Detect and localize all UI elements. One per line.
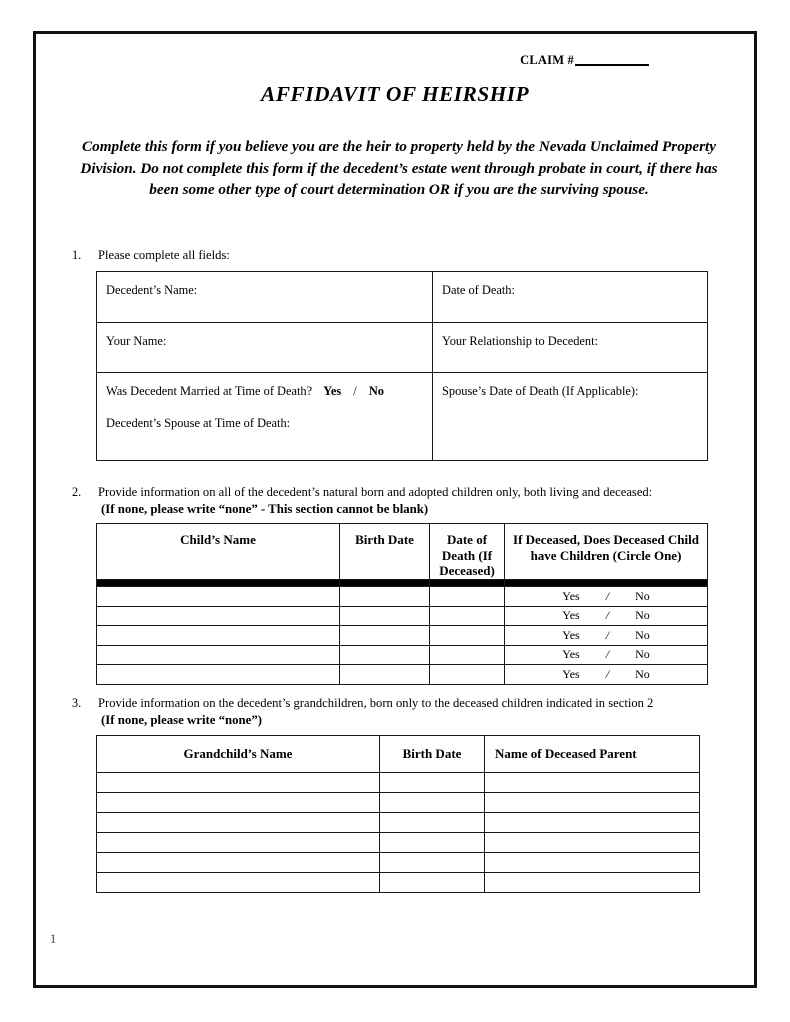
claim-number-blank[interactable] — [575, 64, 649, 66]
birth-date-input-cell[interactable] — [340, 665, 430, 685]
birth-date-input-cell[interactable] — [380, 793, 485, 813]
circle-no-option[interactable]: No — [635, 647, 650, 662]
table-header-row — [97, 736, 700, 773]
circle-yes-option[interactable]: Yes — [562, 627, 580, 642]
your-relationship-cell[interactable] — [433, 322, 708, 372]
circle-yes-option[interactable]: Yes — [562, 588, 580, 603]
table-row — [97, 587, 708, 607]
grandchild-name-input-cell[interactable] — [97, 773, 380, 793]
circle-no-option[interactable]: No — [635, 608, 650, 623]
circle-slash: / — [605, 666, 610, 681]
married-question-label: Was Decedent Married at Time of Death? — [106, 383, 313, 398]
your-name-cell[interactable] — [97, 322, 433, 372]
circle-yes-option[interactable]: Yes — [562, 647, 580, 662]
date-of-death-label: Date of Death: — [442, 282, 515, 297]
section-3-number: 3. — [72, 696, 82, 710]
deceased-parent-input-cell[interactable] — [485, 873, 700, 893]
deceased-parent-input-cell[interactable] — [485, 853, 700, 873]
deceased-parent-input-cell[interactable] — [485, 793, 700, 813]
document-page — [33, 31, 757, 988]
deceased-parent-input-cell[interactable] — [485, 773, 700, 793]
child-name-input-cell[interactable] — [97, 606, 340, 626]
table-row — [97, 873, 700, 893]
page-title: AFFIDAVIT OF HEIRSHIP — [260, 82, 530, 106]
married-yes-option[interactable]: Yes — [323, 383, 342, 398]
section-2-heading — [36, 485, 754, 517]
intro-paragraph: Complete this form if you believe you are the heir to property held by the Nevada Unclaimed Property Division. Do not complete this form if the decedent’s estate went through probate in court, if there has been some other type of court determination OR if you are the surviving spouse. — [80, 138, 718, 198]
circle-no-option[interactable]: No — [635, 627, 650, 642]
birth-date-input-cell[interactable] — [380, 813, 485, 833]
section-1-heading-text: Please complete all fields: — [98, 248, 230, 262]
child-name-input-cell[interactable] — [97, 626, 340, 646]
date-of-death-cell[interactable] — [433, 271, 708, 322]
circle-one-cell[interactable] — [505, 645, 708, 665]
claim-number-row — [36, 51, 754, 69]
your-name-label: Your Name: — [106, 333, 167, 348]
children-table — [96, 523, 708, 685]
column-header-child-name: Child’s Name — [97, 524, 340, 580]
birth-date-input-cell[interactable] — [340, 606, 430, 626]
table-row — [97, 271, 708, 322]
table-row — [97, 793, 700, 813]
circle-slash: / — [605, 647, 610, 662]
table-row — [97, 813, 700, 833]
birth-date-input-cell[interactable] — [380, 853, 485, 873]
date-of-death-input-cell[interactable] — [430, 587, 505, 607]
page-number: 1 — [50, 932, 57, 946]
date-of-death-input-cell[interactable] — [430, 665, 505, 685]
your-relationship-label: Your Relationship to Decedent: — [442, 333, 599, 348]
married-question-cell[interactable] — [97, 372, 433, 460]
child-name-input-cell[interactable] — [97, 587, 340, 607]
table-row — [97, 833, 700, 853]
married-no-option[interactable]: No — [368, 383, 384, 398]
circle-one-cell[interactable] — [505, 606, 708, 626]
section-3-heading-text: Provide information on the decedent’s grandchildren, born only to the deceased children indicated in section 2 — [98, 696, 654, 710]
section-1 — [36, 248, 754, 461]
column-header-deceased-parent: Name of Deceased Parent — [485, 736, 700, 773]
deceased-parent-input-cell[interactable] — [485, 833, 700, 853]
table-row — [97, 773, 700, 793]
child-name-input-cell[interactable] — [97, 665, 340, 685]
circle-slash: / — [605, 627, 610, 642]
table-row — [97, 606, 708, 626]
section-1-number: 1. — [72, 248, 82, 262]
table-row — [97, 665, 708, 685]
child-name-input-cell[interactable] — [97, 645, 340, 665]
table-row — [97, 645, 708, 665]
section-2 — [36, 485, 754, 685]
column-header-birth-date: Birth Date — [340, 524, 430, 580]
section-3-heading — [36, 696, 754, 728]
date-of-death-input-cell[interactable] — [430, 626, 505, 646]
column-header-birth-date: Birth Date — [380, 736, 485, 773]
spouse-at-time-label: Decedent’s Spouse at Time of Death: — [106, 415, 291, 430]
circle-slash: / — [605, 608, 610, 623]
spouse-date-of-death-label: Spouse’s Date of Death (If Applicable): — [442, 383, 639, 398]
section-2-heading-text: Provide information on all of the decedent’s natural born and adopted children only, both living and deceased: — [98, 485, 653, 499]
separator-cell — [340, 580, 430, 587]
column-header-date-of-death: Date of Death (If Deceased) — [430, 524, 505, 580]
table-row — [97, 372, 708, 460]
claim-number-label: CLAIM # — [520, 53, 574, 67]
table-header-row — [97, 524, 708, 580]
section-3 — [36, 696, 754, 893]
separator-cell — [505, 580, 708, 587]
table-row — [97, 626, 708, 646]
deceased-parent-input-cell[interactable] — [485, 813, 700, 833]
table-row — [97, 322, 708, 372]
circle-slash: / — [605, 588, 610, 603]
married-slash: / — [353, 383, 357, 398]
birth-date-input-cell[interactable] — [340, 645, 430, 665]
circle-one-cell[interactable] — [505, 665, 708, 685]
birth-date-input-cell[interactable] — [380, 833, 485, 853]
table-separator-bar — [97, 580, 708, 587]
decedent-name-label: Decedent’s Name: — [106, 282, 198, 297]
circle-one-cell[interactable] — [505, 626, 708, 646]
separator-cell — [97, 580, 340, 587]
section-2-number: 2. — [72, 485, 82, 499]
grandchild-name-input-cell[interactable] — [97, 813, 380, 833]
section-2-subheading: (If none, please write “none” - This section cannot be blank) — [101, 501, 429, 516]
column-header-grandchild-name: Grandchild’s Name — [97, 736, 380, 773]
circle-yes-option[interactable]: Yes — [562, 608, 580, 623]
birth-date-input-cell[interactable] — [380, 773, 485, 793]
date-of-death-input-cell[interactable] — [430, 645, 505, 665]
separator-cell — [430, 580, 505, 587]
section-1-heading — [36, 248, 754, 264]
spouse-date-of-death-cell[interactable] — [433, 372, 708, 460]
table-row — [97, 853, 700, 873]
grandchild-name-input-cell[interactable] — [97, 833, 380, 853]
grandchild-name-input-cell[interactable] — [97, 853, 380, 873]
grandchild-name-input-cell[interactable] — [97, 793, 380, 813]
grandchild-name-input-cell[interactable] — [97, 873, 380, 893]
birth-date-input-cell[interactable] — [380, 873, 485, 893]
circle-one-cell[interactable] — [505, 587, 708, 607]
circle-no-option[interactable]: No — [635, 588, 650, 603]
decedent-name-cell[interactable] — [97, 271, 433, 322]
date-of-death-input-cell[interactable] — [430, 606, 505, 626]
birth-date-input-cell[interactable] — [340, 626, 430, 646]
section-3-subheading: (If none, please write “none”) — [101, 712, 263, 727]
column-header-child-has-children: If Deceased, Does Deceased Child have Children (Circle One) — [505, 524, 708, 580]
decedent-info-table — [96, 271, 708, 461]
birth-date-input-cell[interactable] — [340, 587, 430, 607]
circle-no-option[interactable]: No — [635, 666, 650, 681]
circle-yes-option[interactable]: Yes — [562, 666, 580, 681]
grandchildren-table — [96, 735, 700, 893]
